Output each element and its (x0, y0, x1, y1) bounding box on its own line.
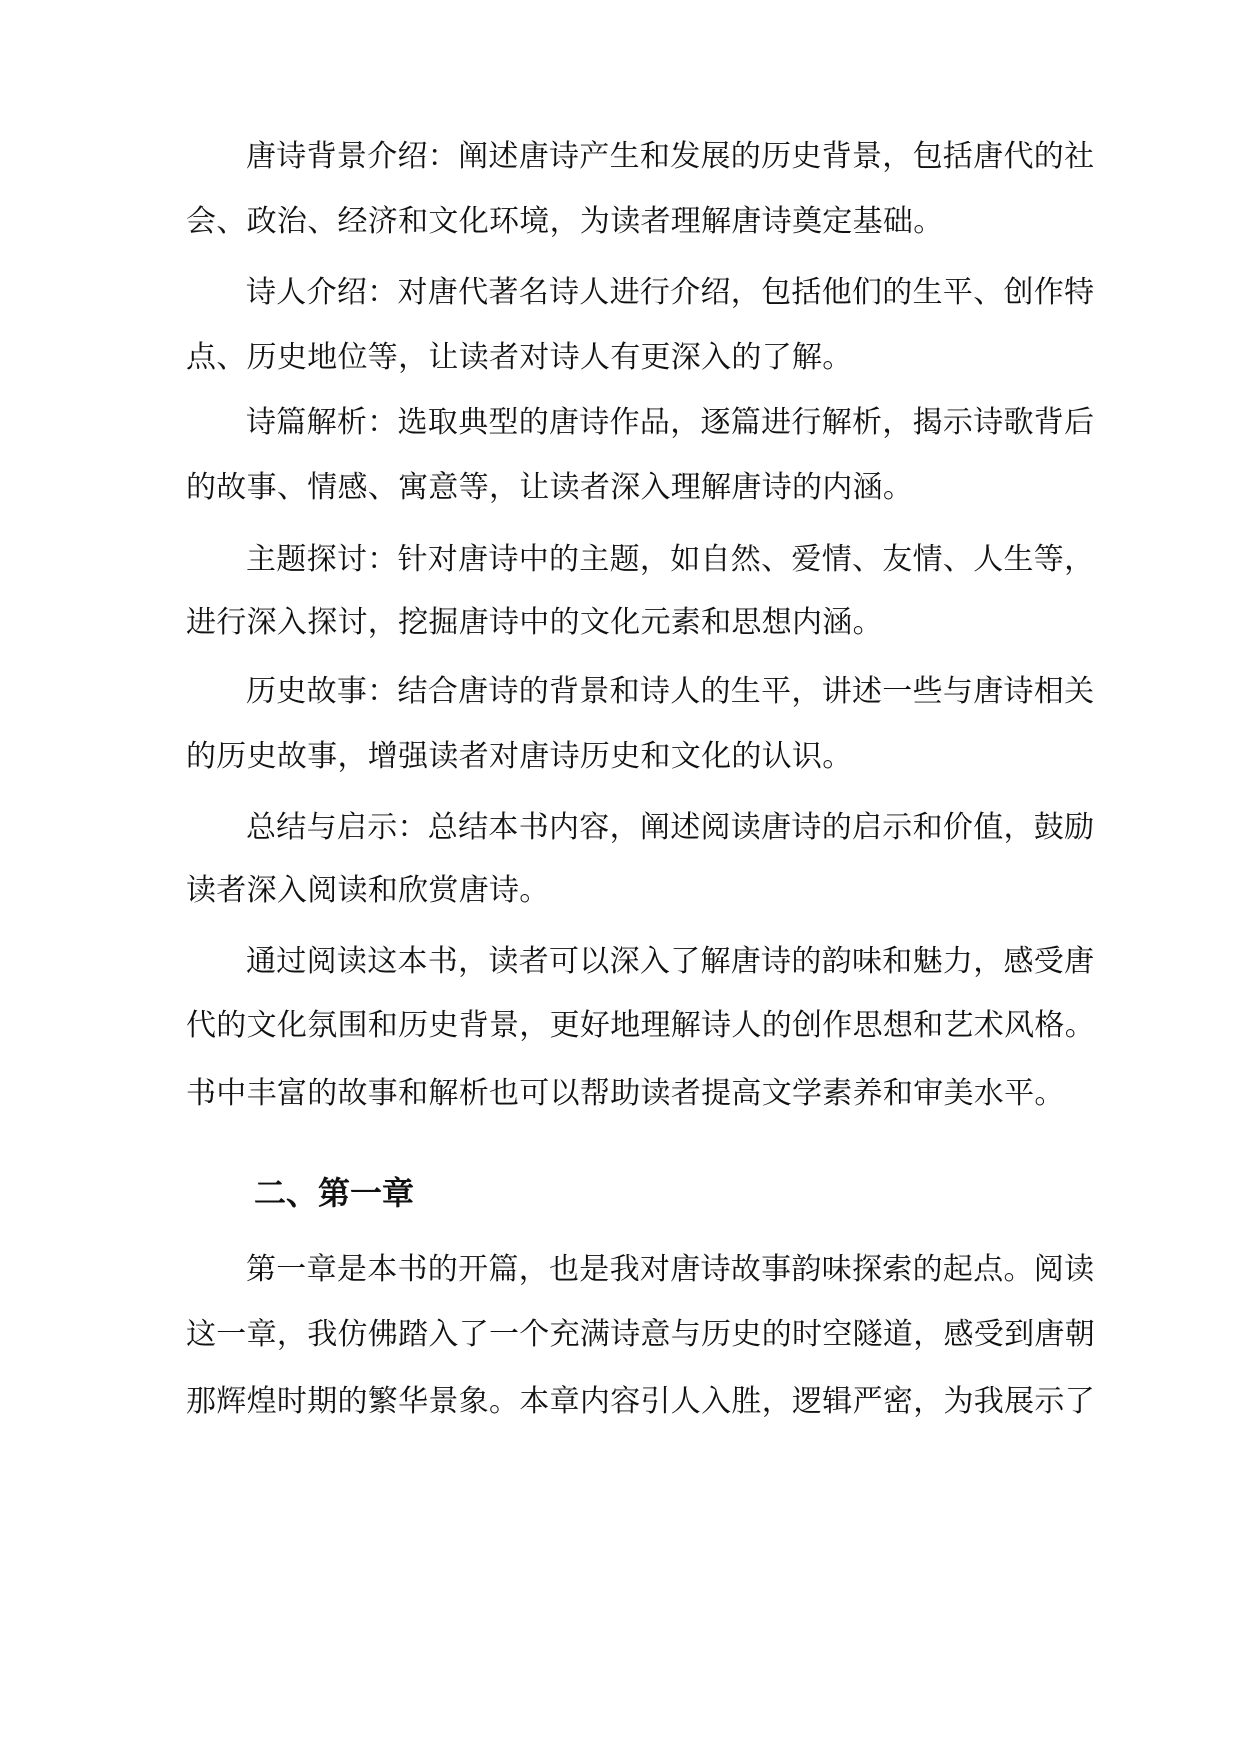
paragraph-line: 的历史故事，增强读者对唐诗历史和文化的认识。 (186, 739, 853, 774)
paragraph-line: 总结与启示：总结本书内容，阐述阅读唐诗的启示和价值，鼓励 (246, 810, 1095, 845)
paragraph-line: 唐诗背景介绍：阐述唐诗产生和发展的历史背景，包括唐代的社 (246, 139, 1095, 174)
paragraph-line: 历史故事：结合唐诗的背景和诗人的生平，讲述一些与唐诗相关 (246, 674, 1095, 709)
paragraph-line: 主题探讨：针对唐诗中的主题，如自然、爱情、友情、人生等， (246, 542, 1095, 577)
paragraph-line: 代的文化氛围和历史背景，更好地理解诗人的创作思想和艺术风格。 (186, 1008, 1095, 1043)
paragraph-line: 点、历史地位等，让读者对诗人有更深入的了解。 (186, 340, 853, 375)
paragraph-line: 诗人介绍：对唐代著名诗人进行介绍，包括他们的生平、创作特 (246, 275, 1095, 310)
paragraph-line: 书中丰富的故事和解析也可以帮助读者提高文学素养和审美水平。 (186, 1076, 1065, 1111)
paragraph-line: 进行深入探讨，挖掘唐诗中的文化元素和思想内涵。 (186, 605, 883, 640)
paragraph-line: 会、政治、经济和文化环境，为读者理解唐诗奠定基础。 (186, 204, 944, 239)
paragraph-line: 的故事、情感、寓意等，让读者深入理解唐诗的内涵。 (186, 470, 914, 505)
paragraph-line: 这一章，我仿佛踏入了一个充满诗意与历史的时空隧道，感受到唐朝 (186, 1317, 1095, 1352)
paragraph-line: 那辉煌时期的繁华景象。本章内容引人入胜，逻辑严密，为我展示了 (186, 1384, 1095, 1419)
paragraph-line: 通过阅读这本书，读者可以深入了解唐诗的韵味和魅力，感受唐 (246, 944, 1095, 979)
paragraph-line: 读者深入阅读和欣赏唐诗。 (186, 873, 550, 908)
paragraph-line: 诗篇解析：选取典型的唐诗作品，逐篇进行解析，揭示诗歌背后 (246, 405, 1095, 440)
section-heading: 二、第一章 (254, 1174, 415, 1212)
paragraph-line: 第一章是本书的开篇，也是我对唐诗故事韵味探索的起点。阅读 (246, 1252, 1095, 1287)
